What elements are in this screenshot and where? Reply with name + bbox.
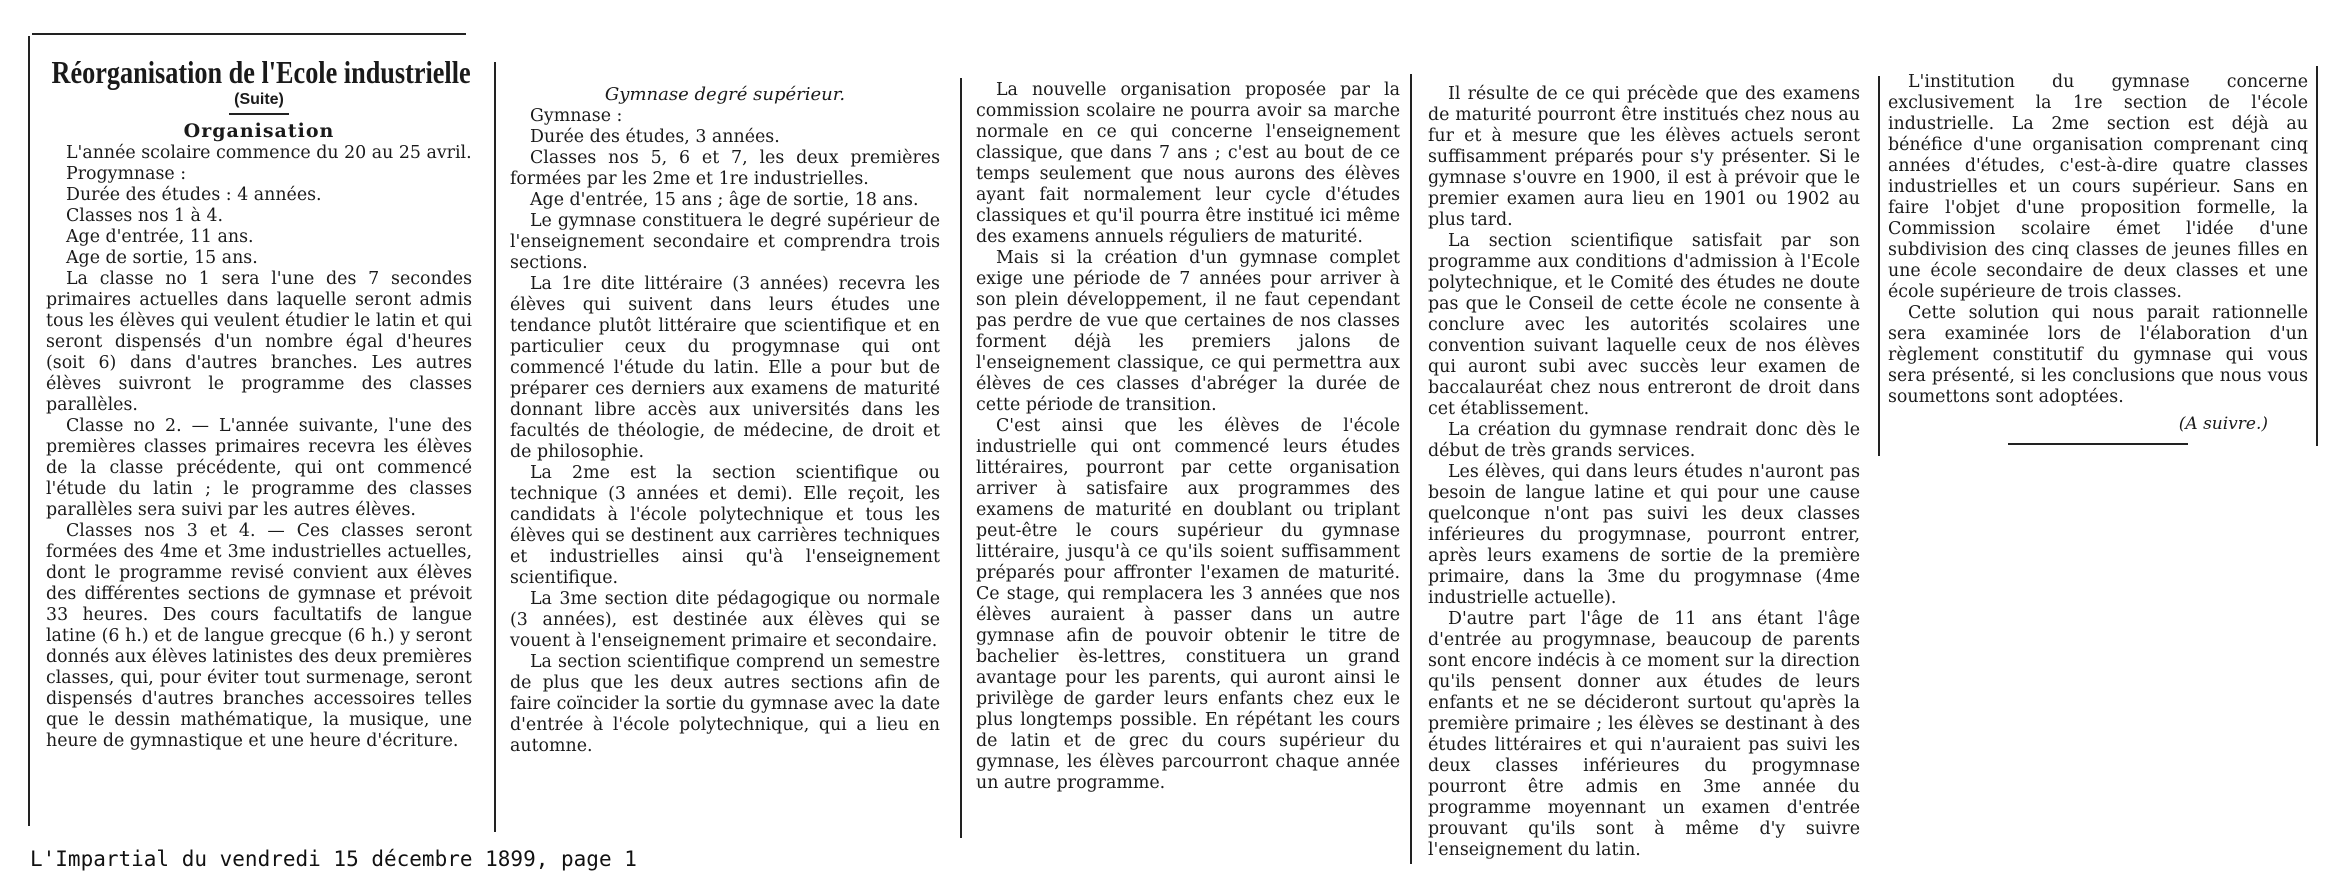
to-be-continued: (A suivre.): [2178, 414, 2268, 434]
paragraph: La classe no 1 sera l'une des 7 secondes primaires actuelles dans laquelle seront admis tous les élèves qui veulent étudier le latin et qui seront dispensés d'un nombre égal d'heures (soit 6) dans d'autres branches. Les autres élèves suivront le programme des classes parallèles.: [46, 269, 472, 415]
paragraph: Le gymnase constituera le degré supérieur de l'enseignement secondaire et comprendra trois sections.: [510, 211, 940, 273]
paragraph: Age d'entrée, 15 ans ; âge de sortie, 18 ans.: [530, 190, 919, 210]
paragraph: C'est ainsi que les élèves de l'école industrielle qui ont commencé leurs études littéraires, pourront par cette organisation arriver à satisfaire aux programmes des examens de maturité en doublant ou triplant peut-être le cours supérieur du gymnase littéraire, jusqu'à ce qu'ils soient suffisamment préparés pour affronter l'examen de maturité. Ce stage, qui remplacera les 3 années que nos élèves auraient à passer dans un autre gymnase afin de pouvoir obtenir le titre de bachelier ès-lettres, constituera un grand avantage pour les parents, qui auront ainsi le privilège de garder leurs enfants chez eux le plus longtemps possible. En répétant les cours de latin et de grec du cours supérieur du gymnase, les élèves parcourront chaque année un autre programme.: [976, 416, 1400, 793]
list-line: Age d'entrée, 11 ans.: [66, 227, 254, 247]
column-body: [1888, 72, 2308, 435]
source-caption: L'Impartial du vendredi 15 décembre 1899, page 1: [30, 847, 637, 871]
column-rule-4: [1410, 74, 1412, 864]
article-subtitle: (Suite): [234, 91, 284, 108]
section-heading: Organisation: [183, 120, 335, 142]
paragraph: La section scientifique satisfait par son programme aux conditions d'admission à l'Ecole polytechnique, et le Comité des études ne doute pas que le Conseil de cette école ne consente à conclure avec les autorités scolaires une convention suivant laquelle ceux de nos élèves qui auront subi avec succès leur examen de baccalauréat chez nous entreront de droit dans cet établissement.: [1428, 231, 1860, 419]
list-line: Durée des études : 4 années.: [66, 185, 322, 205]
list-line: Durée des études, 3 années.: [530, 127, 780, 147]
list-line: Classes nos 1 à 4.: [66, 206, 224, 226]
list-line: Progymnase :: [66, 164, 187, 184]
article-column-3: [976, 80, 1400, 794]
column-rule-2: [494, 62, 496, 832]
column-body: [510, 84, 940, 757]
end-rule: [2008, 443, 2188, 445]
column-body: [46, 143, 472, 752]
column-rule-3: [960, 78, 962, 838]
top-rule: [32, 33, 466, 35]
column-rule-1: [28, 36, 30, 826]
article-column-4: [1428, 84, 1860, 861]
section-subheading: Gymnase degré supérieur.: [604, 84, 846, 105]
column-body: [976, 80, 1400, 794]
article-column-5: [1888, 72, 2308, 445]
article-column-1: [46, 54, 472, 752]
paragraph: Cette solution qui nous parait rationnelle sera examinée lors de l'élaboration d'un règlement constitutif du gymnase qui vous sera présenté, si les conclusions que nous vous soumettons sont adoptées.: [1888, 303, 2308, 407]
paragraph: La création du gymnase rendrait donc dès le début de très grands services.: [1428, 420, 1860, 461]
paragraph: Classes nos 5, 6 et 7, les deux premières formées par les 2me et 1re industrielles.: [510, 148, 940, 189]
column-rule-6: [2316, 66, 2318, 446]
paragraph: Il résulte de ce qui précède que des examens de maturité pourront être institués chez nous au fur et à mesure que les élèves actuels seront suffisamment préparés pour s'y présenter. Si le gymnase s'ouvre en 1900, il est à prévoir que le premier examen aura lieu en 1901 ou 1902 au plus tard.: [1428, 84, 1860, 230]
column-rule-5: [1878, 76, 1880, 456]
paragraph: L'année scolaire commence du 20 au 25 avril.: [66, 143, 472, 163]
paragraph: Mais si la création d'un gymnase complet exige une période de 7 années pour arriver à son plein développement, il ne faut cependant pas perdre de vue que certaines de nos classes forment déjà les premiers jalons de l'enseignement classique, ce qui permettra aux élèves de ces classes d'abréger la durée de cette période de transition.: [976, 248, 1400, 415]
paragraph: La 1re dite littéraire (3 années) recevra les élèves qui suivent dans leurs études une tendance plutôt littéraire que scientifique et en particulier ceux du progymnase qui ont commencé l'étude du latin. Elle a pour but de préparer ces derniers aux examens de maturité donnant libre accès aux universités dans les facultés de théologie, de médecine, de droit et de philosophie.: [510, 274, 940, 462]
article-title: Réorganisation de l'Ecole industrielle: [51, 54, 471, 90]
paragraph: La 2me est la section scientifique ou technique (3 années et demi). Elle reçoit, les candidats à l'école polytechnique et tous les élèves qui se destinent aux carrières techniques et industrielles ainsi qu'à l'enseignement scientifique.: [510, 463, 940, 588]
title-divider: [229, 113, 289, 115]
paragraph: La nouvelle organisation proposée par la commission scolaire ne pourra avoir sa marche normale en ce qui concerne l'enseignement classique, que dans 7 ans ; c'est au bout de ce temps seulement que nous aurons des élèves ayant fait normalement leur cycle d'études classiques et qu'il pourra être institué ici même des examens annuels réguliers de maturité.: [976, 80, 1400, 247]
paragraph: Classes nos 3 et 4. — Ces classes seront formées des 4me et 3me industrielles actuelles, dont le programme revisé convient aux élèves des différentes sections de gymnase et prévoit 33 heures. Des cours facultatifs de langue latine (6 h.) et de langue grecque (6 h.) y seront donnés aux élèves latinistes des deux premières classes, qui, pour éviter tout surmenage, seront dispensés d'autres branches accessoires telles que le dessin mathématique, la musique, une heure de gymnastique et une heure d'écriture.: [46, 521, 472, 751]
paragraph: Les élèves, qui dans leurs études n'auront pas besoin de langue latine et qui pour une cause quelconque n'ont pas suivi les deux classes inférieures du progymnase, pourront entrer, après leurs examens de sortie de la première primaire, dans la 3me du progymnase (4me industrielle actuelle).: [1428, 462, 1860, 608]
list-line: Gymnase :: [530, 106, 623, 126]
article-column-2: [510, 78, 940, 757]
paragraph: La section scientifique comprend un semestre de plus que les deux autres sections afin de faire coïncider la sortie du gymnase avec la date d'entrée à l'école polytechnique, qui a lieu en automne.: [510, 652, 940, 756]
paragraph: La 3me section dite pédagogique ou normale (3 années), est destinée aux élèves qui se vouent à l'enseignement primaire et secondaire.: [510, 589, 940, 651]
paragraph: Classe no 2. — L'année suivante, l'une des premières classes primaires recevra les élèves de la classe précédente, qui ont commencé l'étude du latin ; le programme des classes parallèles sera suivi par les autres élèves.: [46, 416, 472, 520]
paragraph: D'autre part l'âge de 11 ans étant l'âge d'entrée au progymnase, beaucoup de parents sont encore indécis à ce moment sur la direction qu'ils pensent donner aux études de leurs enfants et ne se décideront surtout qu'après la première primaire ; les élèves se destinant à des études littéraires et qui n'auraient pas suivi les deux classes inférieures du progymnase pourront être admis en 3me année du programme moyennant un examen d'entrée prouvant qu'ils sont à même d'y suivre l'enseignement du latin.: [1428, 609, 1860, 860]
column-body: [1428, 84, 1860, 861]
list-line: Age de sortie, 15 ans.: [66, 248, 258, 268]
paragraph: L'institution du gymnase concerne exclusivement la 1re section de l'école industrielle. La 2me section est déjà au bénéfice d'une organisation comprenant cinq années d'études, c'est-à-dire quatre classes industrielles et un cours supérieur. Sans en faire l'objet d'une proposition formelle, la Commission scolaire émet l'idée d'une subdivision des cinq classes de jeunes filles en une école secondaire de deux classes et une école supérieure de trois classes.: [1888, 72, 2308, 302]
